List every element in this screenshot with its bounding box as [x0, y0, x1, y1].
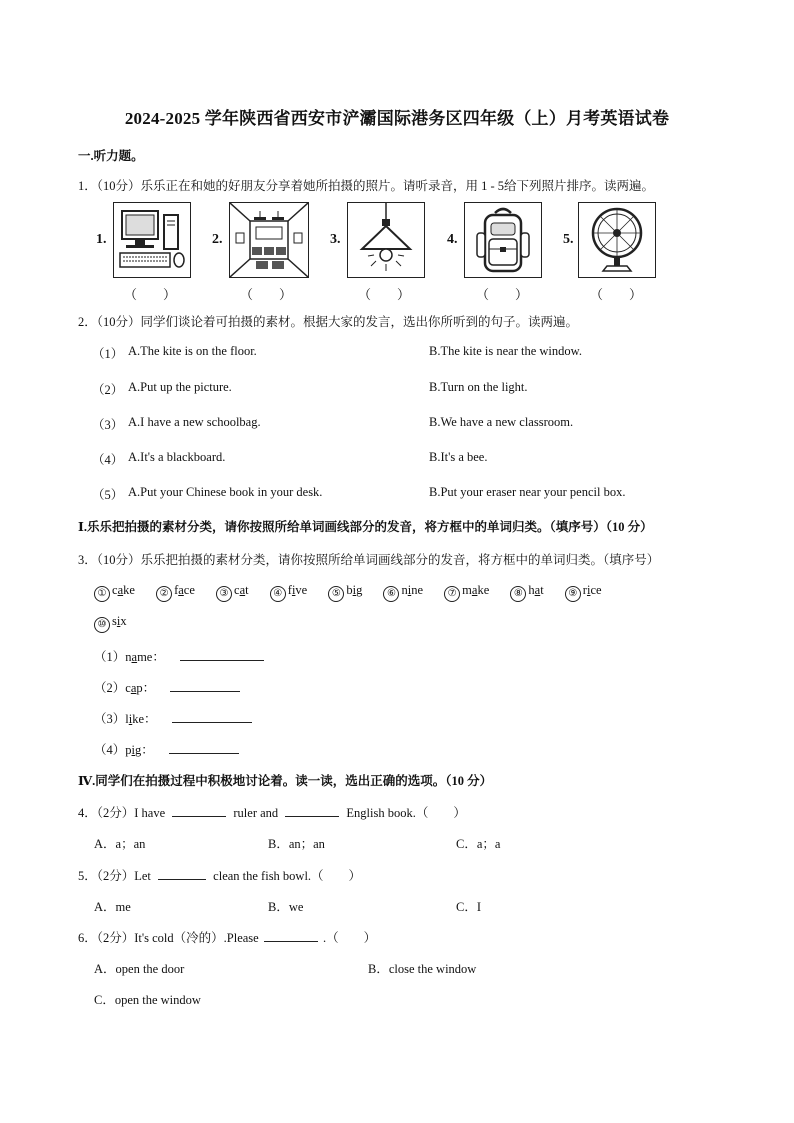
q1-image-4-number: 4.: [447, 232, 458, 247]
q2-row-3-option-b: B.We have a new classroom.: [429, 415, 574, 429]
q3-item-3: （3）like：: [94, 709, 252, 727]
q3-answer-blank-2[interactable]: [170, 679, 240, 692]
q4-option-b[interactable]: B．an；an: [268, 837, 325, 851]
q6-option-b[interactable]: B．close the window: [368, 962, 477, 976]
q3-word-box-row-2: [94, 614, 145, 633]
schoolbag-icon: [464, 202, 542, 278]
q1-image-1-number: 1.: [96, 232, 107, 247]
q3-word-3: ③ cat: [216, 583, 249, 597]
q2-row-3-option-a: A.I have a new schoolbag.: [128, 415, 261, 429]
q2-row-2-number: （2）: [92, 383, 124, 397]
q2-row-2-option-a: A.Put up the picture.: [128, 380, 232, 394]
classroom-icon: [229, 202, 309, 278]
q3-answer-blank-4[interactable]: [169, 741, 239, 754]
q5-option-a[interactable]: A．me: [94, 900, 131, 914]
q2-row-1-option-b: B.The kite is near the window.: [429, 344, 582, 358]
q6-option-c[interactable]: C．open the window: [94, 993, 201, 1007]
q3-answer-blank-1[interactable]: [180, 648, 264, 661]
q1-answer-paren-1: （ ）: [124, 287, 177, 302]
q3-item-2: （2）cap：: [94, 678, 240, 696]
q3-word-4: ④ five: [270, 583, 307, 597]
computer-icon: [113, 202, 191, 278]
q2-row-2-option-b: B.Turn on the light.: [429, 380, 528, 394]
q1-image-5-number: 5.: [563, 232, 574, 247]
q2-row-1-option-a: A.The kite is on the floor.: [128, 344, 257, 358]
q3-word-2: ② face: [156, 583, 195, 597]
q3-word-10: ⑩ six: [94, 614, 127, 628]
q2-row-4-option-b: B.It's a bee.: [429, 450, 488, 464]
q5-option-b[interactable]: B．we: [268, 900, 304, 914]
q5-blank[interactable]: [158, 867, 206, 880]
q2-row-3-number: （3）: [92, 418, 124, 432]
q1-image-2-number: 2.: [212, 232, 223, 247]
lamp-icon: [347, 202, 425, 278]
q1-answer-paren-5: （ ）: [590, 287, 643, 302]
q3-item-1: （1）name：: [94, 647, 264, 665]
q3-word-8: ⑧ hat: [510, 583, 543, 597]
q2-row-5-option-a: A.Put your Chinese book in your desk.: [128, 485, 323, 499]
q4-option-c[interactable]: C．a；a: [456, 837, 501, 851]
q3-item-4: （4）pig：: [94, 740, 239, 758]
fan-icon: [578, 202, 656, 278]
q2-row-1-number: （1）: [92, 347, 124, 361]
q4-option-a[interactable]: A．a；an: [94, 837, 146, 851]
q3-word-5: ⑤ big: [328, 583, 362, 597]
q2-row-5-number: （5）: [92, 488, 124, 502]
q3-word-1: ① cake: [94, 583, 135, 597]
q3-word-box-row-1: [94, 583, 620, 602]
q1-answer-paren-4: （ ）: [476, 287, 529, 302]
question-6-text: 6．（2分）It's cold（冷的）.Please .（ ）: [78, 931, 377, 945]
question-2-text: 2．（10分）同学们谈论着可拍摄的素材。根据大家的发言，选出你所听到的句子。读两遍。: [78, 315, 579, 329]
question-1-text: 1．（10分）乐乐正在和她的好朋友分享着她所拍摄的照片。请听录音，用 1 - 5给下列照片排序。读两遍。: [78, 179, 655, 193]
question-5-text: 5．（2分）Let clean the fish bowl.（ ）: [78, 869, 362, 883]
q2-row-5-option-b: B.Put your eraser near your pencil box.: [429, 485, 626, 499]
section-choice-heading: Ⅳ.同学们在拍摄过程中积极地讨论着。读一读，选出正确的选项。（10 分）: [78, 774, 493, 788]
page-title: 2024-2025 学年陕西省西安市浐灞国际港务区四年级（上）月考英语试卷: [124, 109, 670, 128]
q3-word-6: ⑥ nine: [383, 583, 423, 597]
q1-answer-paren-2: （ ）: [240, 287, 293, 302]
q3-answer-blank-3[interactable]: [172, 710, 252, 723]
q2-row-4-option-a: A.It's a blackboard.: [128, 450, 226, 464]
question-4-text: 4．（2分）I have ruler and English book.（ ）: [78, 806, 466, 820]
section-listening-heading: 一.听力题。: [78, 149, 144, 163]
q3-word-9: ⑨ rice: [565, 583, 602, 597]
q4-blank-1[interactable]: [172, 804, 226, 817]
q6-option-a[interactable]: A．open the door: [94, 962, 185, 976]
q6-blank[interactable]: [264, 929, 318, 942]
q1-image-3-number: 3.: [330, 232, 341, 247]
q4-blank-2[interactable]: [285, 804, 339, 817]
q3-word-7: ⑦ make: [444, 583, 489, 597]
q5-option-c[interactable]: C．I: [456, 900, 482, 914]
q2-row-4-number: （4）: [92, 453, 124, 467]
question-3-text: 3．（10分）乐乐把拍摄的素材分类，请你按照所给单词画线部分的发音，将方框中的单词归类。（填序号）: [78, 553, 660, 567]
section-sort-heading: Ⅰ.乐乐把拍摄的素材分类，请你按照所给单词画线部分的发音，将方框中的单词归类。（填序号）（10 分）: [78, 520, 653, 534]
q1-answer-paren-3: （ ）: [358, 287, 411, 302]
